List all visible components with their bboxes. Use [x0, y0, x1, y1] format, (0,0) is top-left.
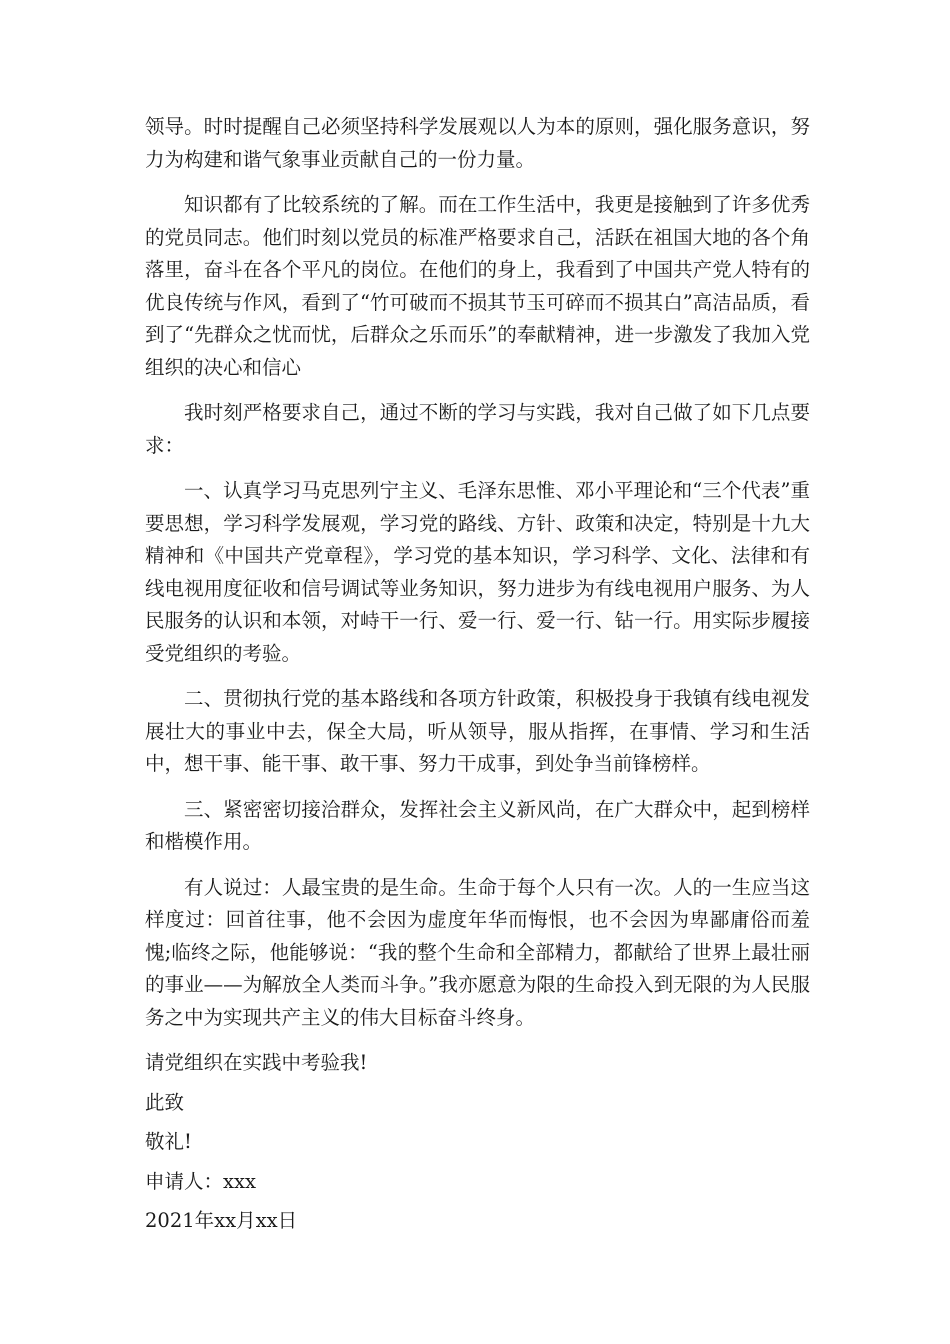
paragraph-4: 一、认真学习马克思列宁主义、毛泽东思惟、邓小平理论和“三个代表”重要思想，学习科学发展观，学习党的路线、方针、政策和决定，特别是十九大精神和《中国共产党章程》，学习党的基本知识，学习科学、文化、法律和有线电视用度征收和信号调试等业务知识，努力进步为有线电视用户服务、为人民服务的认识和本领，对峙干一行、爱一行、爱一行、钻一行。用实际步履接受党组织的考验。 [145, 479, 810, 665]
closing-block [145, 1047, 810, 1238]
document-body [145, 111, 810, 1245]
paragraph-2: 知识都有了比较系统的了解。而在工作生活中，我更是接触到了许多优秀的党员同志。他们时刻以党员的标准严格要求自己，活跃在祖国大地的各个角落里，奋斗在各个平凡的岗位。在他们的身上，我看到了中国共产党人特有的优良传统与作风，看到了“竹可破而不损其节玉可碎而不损其白”高洁品质，看到了“先群众之忧而忧，后群众之乐而乐”的奉献精神，进一步激发了我加入党组织的决心和信心 [145, 193, 810, 379]
applicant-signature: 申请人：xxx [145, 1169, 256, 1193]
closing-jingli: 敬礼! [145, 1130, 192, 1153]
paragraph-3: 我时刻严格要求自己，通过不断的学习与实践，我对自己做了如下几点要求： [145, 401, 810, 457]
paragraph-5: 二、贯彻执行党的基本路线和各项方针政策，积极投身于我镇有线电视发展壮大的事业中去，保全大局，听从领导，服从指挥，在事情、学习和生活中，想干事、能干事、敢干事、努力干成事，到处争当前锋榜样。 [145, 687, 810, 775]
document-date: 2021年xx月xx日 [145, 1209, 298, 1232]
paragraph-1: 领导。时时提醒自己必须坚持科学发展观以人为本的原则，强化服务意识，努力为构建和谐气象事业贡献自己的一份力量。 [145, 115, 810, 171]
closing-zhici: 此致 [145, 1090, 185, 1114]
paragraph-7: 有人说过：人最宝贵的是生命。生命于每个人只有一次。人的一生应当这样度过：回首往事，他不会因为虚度年华而悔恨，也不会因为卑鄙庸俗而羞愧;临终之际，他能够说：“我的整个生命和全部精力，都献给了世界上最壮丽的事业——为解放全人类而斗争。”我亦愿意为限的生命投入到无限的为人民服务之中为实现共产主义的伟大目标奋斗终身。 [145, 875, 810, 1029]
closing-request: 请党组织在实践中考验我! [145, 1051, 368, 1074]
paragraph-6: 三、紧密密切接洽群众，发挥社会主义新风尚，在广大群众中，起到榜样和楷模作用。 [145, 797, 810, 853]
